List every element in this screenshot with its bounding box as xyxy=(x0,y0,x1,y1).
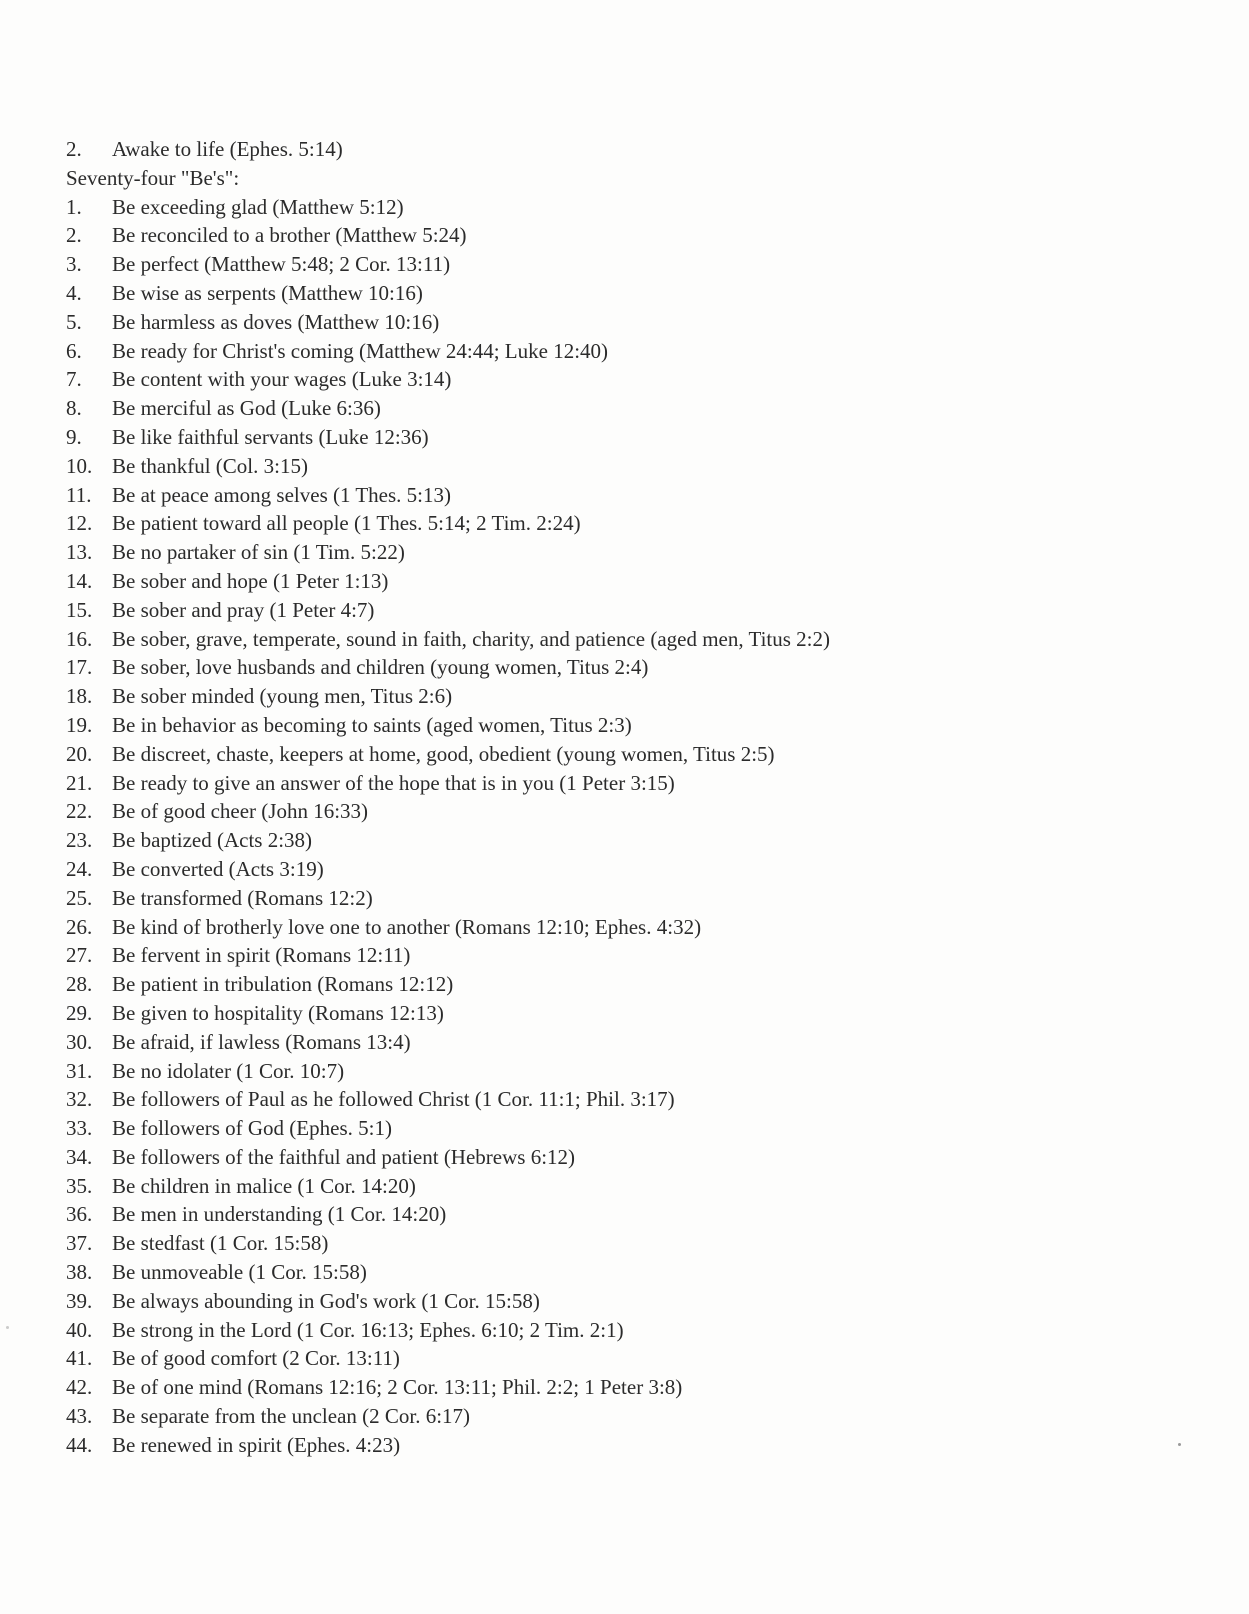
list-item xyxy=(66,538,1186,567)
list-item-number: 34. xyxy=(66,1144,93,1169)
list-item-text: Be children in malice (1 Cor. 14:20) xyxy=(112,1173,416,1198)
list-item-text: Be always abounding in God's work (1 Cor. 15:58) xyxy=(112,1288,540,1313)
list-item-number: 23. xyxy=(66,828,93,853)
list-item xyxy=(66,769,1186,798)
list-item-text: Be patient in tribulation (Romans 12:12) xyxy=(112,972,454,997)
list-item-number: 19. xyxy=(66,712,93,737)
list-item-number: 11. xyxy=(66,482,92,507)
list-item xyxy=(66,250,1186,279)
list-item-text: Be followers of Paul as he followed Christ (1 Cor. 11:1; Phil. 3:17) xyxy=(112,1087,675,1112)
list-item-number: 32. xyxy=(66,1087,93,1112)
list-item-text: Be of good cheer (John 16:33) xyxy=(112,799,369,824)
list-item xyxy=(66,1316,1186,1345)
list-item-number: 9. xyxy=(66,424,82,449)
intro-text: Awake to life (Ephes. 5:14) xyxy=(112,137,343,161)
list-item-text: Be of one mind (Romans 12:16; 2 Cor. 13:11; Phil. 2:2; 1 Peter 3:8) xyxy=(112,1375,683,1400)
list-item-number: 18. xyxy=(66,684,93,709)
list-item-text: Be unmoveable (1 Cor. 15:58) xyxy=(112,1260,367,1285)
list-item xyxy=(66,1085,1186,1114)
list-item-text: Be converted (Acts 3:19) xyxy=(112,856,324,881)
list-item xyxy=(66,481,1186,510)
list-item-text: Be strong in the Lord (1 Cor. 16:13; Ephes. 6:10; 2 Tim. 2:1) xyxy=(112,1317,624,1342)
list-item-text: Be of good comfort (2 Cor. 13:11) xyxy=(112,1346,400,1371)
list-item-number: 22. xyxy=(66,799,93,824)
list-item-number: 24. xyxy=(66,856,93,881)
list-item-text: Be sober, grave, temperate, sound in faith, charity, and patience (aged men, Titus 2:2) xyxy=(112,626,831,651)
list-item-number: 37. xyxy=(66,1231,93,1256)
list-item-text: Be no idolater (1 Cor. 10:7) xyxy=(112,1058,345,1083)
list-item xyxy=(66,855,1186,884)
list-item-number: 27. xyxy=(66,943,93,968)
scan-speck xyxy=(1178,1443,1181,1446)
list-item xyxy=(66,1344,1186,1373)
list-item-number: 41. xyxy=(66,1346,93,1371)
list-item-number: 17. xyxy=(66,655,93,680)
list-item xyxy=(66,884,1186,913)
list-item-text: Be stedfast (1 Cor. 15:58) xyxy=(112,1231,329,1256)
list-item-number: 4. xyxy=(66,280,82,305)
list-item-number: 15. xyxy=(66,597,93,622)
list-item xyxy=(66,193,1186,222)
list-item xyxy=(66,365,1186,394)
list-item xyxy=(66,797,1186,826)
list-item xyxy=(66,394,1186,423)
list-item xyxy=(66,1200,1186,1229)
list-item-text: Be baptized (Acts 2:38) xyxy=(112,828,313,853)
list-item xyxy=(66,653,1186,682)
list-item-number: 42. xyxy=(66,1375,93,1400)
list-item-text: Be transformed (Romans 12:2) xyxy=(112,885,373,910)
list-item-number: 16. xyxy=(66,626,93,651)
list-item-text: Be wise as serpents (Matthew 10:16) xyxy=(112,280,423,305)
list-item-text: Be renewed in spirit (Ephes. 4:23) xyxy=(112,1432,401,1457)
list-item-text: Be reconciled to a brother (Matthew 5:24) xyxy=(112,223,467,248)
list-item-number: 33. xyxy=(66,1116,93,1141)
list-item-number: 39. xyxy=(66,1288,93,1313)
list-item-number: 13. xyxy=(66,540,93,565)
list-item-number: 38. xyxy=(66,1260,93,1285)
list-item-number: 28. xyxy=(66,972,93,997)
list-item-text: Be like faithful servants (Luke 12:36) xyxy=(112,424,429,449)
list-item-number: 43. xyxy=(66,1404,93,1429)
list-item xyxy=(66,1143,1186,1172)
list-item-text: Be no partaker of sin (1 Tim. 5:22) xyxy=(112,540,405,565)
list-item-text: Be kind of brotherly love one to another (Romans 12:10; Ephes. 4:32) xyxy=(112,914,702,939)
list-item xyxy=(66,913,1186,942)
list-item xyxy=(66,221,1186,250)
list-item-text: Be thankful (Col. 3:15) xyxy=(112,453,308,478)
list-item-text: Be followers of God (Ephes. 5:1) xyxy=(112,1116,392,1141)
document-body xyxy=(66,135,1186,1460)
list-item-text: Be at peace among selves (1 Thes. 5:13) xyxy=(112,482,452,507)
list-item xyxy=(66,740,1186,769)
list-item-text: Be men in understanding (1 Cor. 14:20) xyxy=(112,1202,447,1227)
list-item-number: 2. xyxy=(66,223,82,248)
list-item-number: 6. xyxy=(66,338,82,363)
list-item xyxy=(66,1028,1186,1057)
list-item xyxy=(66,337,1186,366)
list-item xyxy=(66,596,1186,625)
list-heading: Seventy-four "Be's": xyxy=(66,165,240,190)
list-item xyxy=(66,509,1186,538)
intro-number: 2. xyxy=(66,137,82,161)
list-item xyxy=(66,941,1186,970)
list-item xyxy=(66,279,1186,308)
list-item xyxy=(66,567,1186,596)
be-list xyxy=(66,193,1186,1460)
list-item-text: Be discreet, chaste, keepers at home, good, obedient (young women, Titus 2:5) xyxy=(112,741,775,766)
list-item xyxy=(66,452,1186,481)
list-item-text: Be separate from the unclean (2 Cor. 6:17) xyxy=(112,1404,471,1429)
list-item xyxy=(66,1287,1186,1316)
list-item-number: 8. xyxy=(66,396,82,421)
list-item xyxy=(66,1402,1186,1431)
list-item-text: Be patient toward all people (1 Thes. 5:14; 2 Tim. 2:24) xyxy=(112,511,581,536)
list-item xyxy=(66,1229,1186,1258)
scan-speck xyxy=(6,1326,9,1329)
list-item-number: 26. xyxy=(66,914,93,939)
list-item-text: Be fervent in spirit (Romans 12:11) xyxy=(112,943,411,968)
list-item-text: Be content with your wages (Luke 3:14) xyxy=(112,367,452,392)
list-item xyxy=(66,1431,1186,1460)
list-item-text: Be sober, love husbands and children (young women, Titus 2:4) xyxy=(112,655,649,680)
list-item-number: 25. xyxy=(66,885,93,910)
list-item-number: 1. xyxy=(66,194,82,219)
list-item-number: 30. xyxy=(66,1029,93,1054)
list-item xyxy=(66,423,1186,452)
list-item xyxy=(66,308,1186,337)
list-item-number: 29. xyxy=(66,1000,93,1025)
list-item-text: Be exceeding glad (Matthew 5:12) xyxy=(112,194,404,219)
list-item-number: 3. xyxy=(66,252,82,277)
list-item-number: 12. xyxy=(66,511,93,536)
list-item-number: 7. xyxy=(66,367,82,392)
list-item-text: Be afraid, if lawless (Romans 13:4) xyxy=(112,1029,411,1054)
list-item-number: 40. xyxy=(66,1317,93,1342)
list-item-text: Be sober and pray (1 Peter 4:7) xyxy=(112,597,375,622)
list-item-number: 35. xyxy=(66,1173,93,1198)
list-item-number: 14. xyxy=(66,568,93,593)
list-item-text: Be sober and hope (1 Peter 1:13) xyxy=(112,568,389,593)
list-item xyxy=(66,682,1186,711)
list-item xyxy=(66,999,1186,1028)
list-item-number: 31. xyxy=(66,1058,93,1083)
list-item-number: 5. xyxy=(66,309,82,334)
list-item-text: Be merciful as God (Luke 6:36) xyxy=(112,396,381,421)
list-item xyxy=(66,1172,1186,1201)
list-item-text: Be perfect (Matthew 5:48; 2 Cor. 13:11) xyxy=(112,252,451,277)
list-item-text: Be sober minded (young men, Titus 2:6) xyxy=(112,684,453,709)
list-item-number: 10. xyxy=(66,453,93,478)
list-item-text: Be harmless as doves (Matthew 10:16) xyxy=(112,309,440,334)
list-item-number: 21. xyxy=(66,770,93,795)
list-item xyxy=(66,1258,1186,1287)
list-item-number: 44. xyxy=(66,1432,93,1457)
intro-line xyxy=(66,135,1186,164)
list-item-number: 20. xyxy=(66,741,93,766)
list-item xyxy=(66,970,1186,999)
list-item xyxy=(66,1373,1186,1402)
list-item-text: Be given to hospitality (Romans 12:13) xyxy=(112,1000,444,1025)
list-item xyxy=(66,1114,1186,1143)
list-item xyxy=(66,826,1186,855)
list-item xyxy=(66,625,1186,654)
list-item xyxy=(66,1057,1186,1086)
list-item-number: 36. xyxy=(66,1202,93,1227)
list-item xyxy=(66,711,1186,740)
list-item-text: Be ready for Christ's coming (Matthew 24:44; Luke 12:40) xyxy=(112,338,609,363)
list-item-text: Be in behavior as becoming to saints (aged women, Titus 2:3) xyxy=(112,712,632,737)
list-item-text: Be ready to give an answer of the hope that is in you (1 Peter 3:15) xyxy=(112,770,675,795)
list-item-text: Be followers of the faithful and patient (Hebrews 6:12) xyxy=(112,1144,576,1169)
